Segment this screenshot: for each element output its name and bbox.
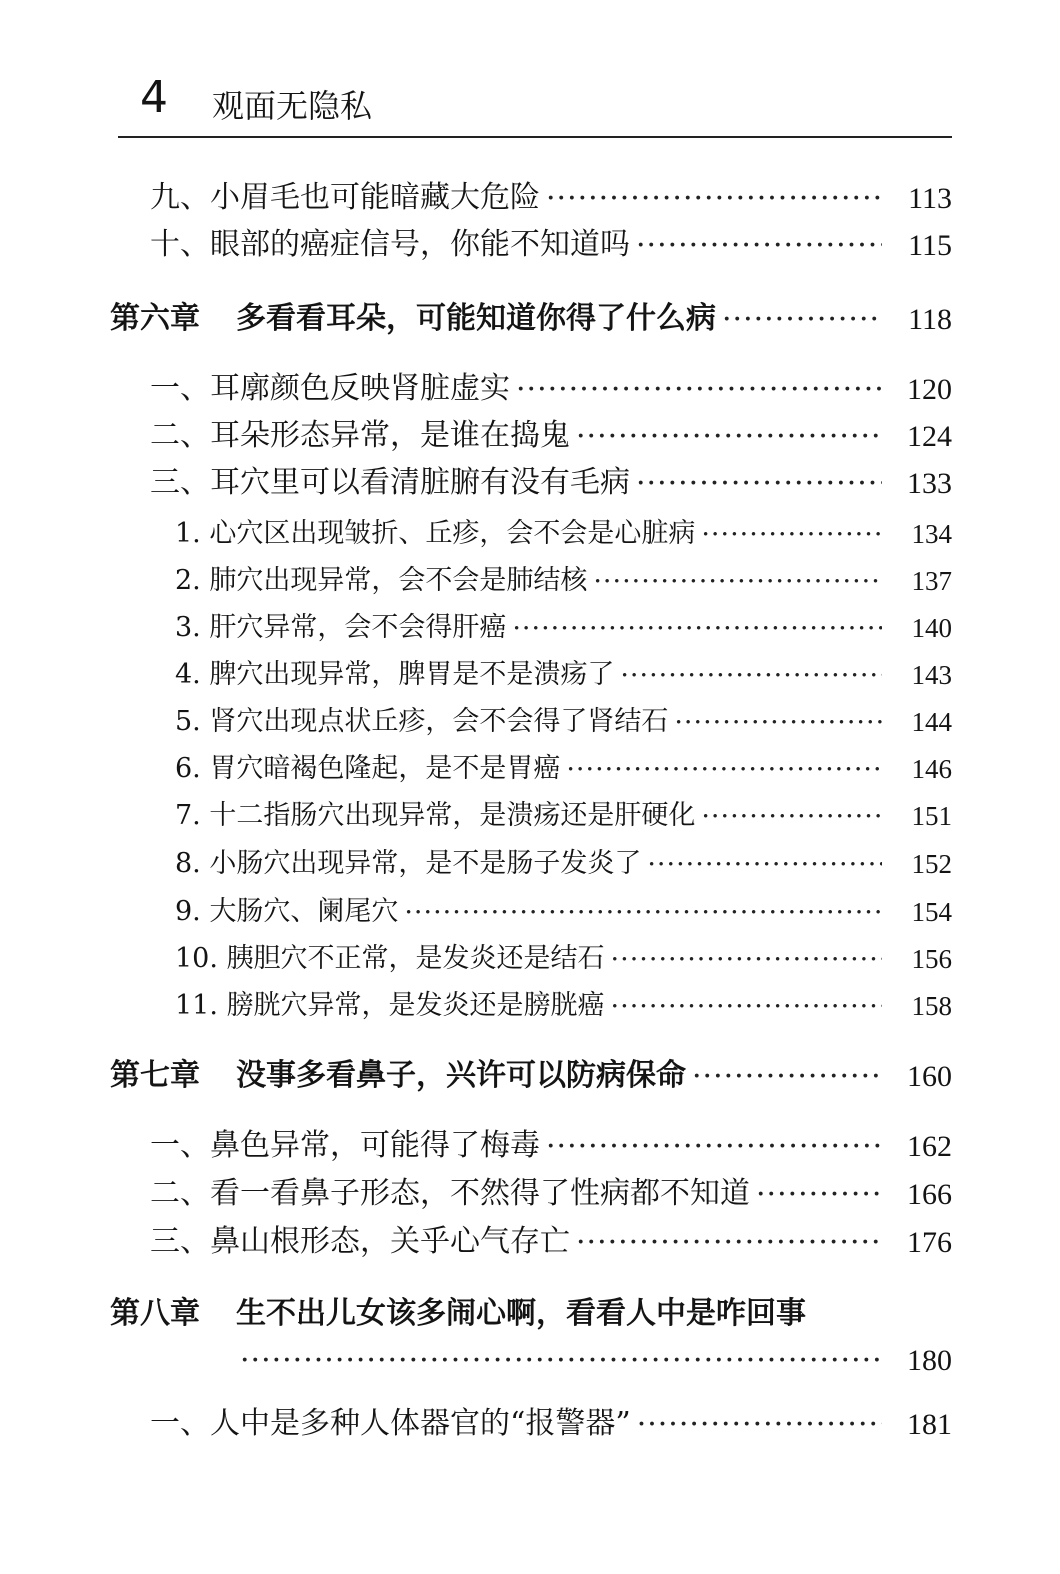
toc-subentry [175,510,952,550]
leader-dots [674,707,882,738]
page-ref: 176 [907,1226,952,1259]
toc-entry [150,223,952,263]
entry-title: 十、眼部的癌症信号，你能不知道吗 [150,227,630,262]
chapter-title: 没事多看鼻子，兴许可以防病保命 [236,1058,686,1093]
toc-entry [150,176,952,216]
page-ref: 151 [911,801,952,831]
leader-dots [516,372,882,407]
page-ref: 146 [911,754,952,784]
leader-dots [566,754,882,785]
entry-title: 3. 肝穴异常，会不会得肝癌 [175,612,507,643]
toc-subentry [175,982,952,1022]
toc-subentry [175,935,952,975]
page-ref: 140 [911,613,952,643]
leader-dots [611,944,882,975]
entry-title: 二、耳朵形态异常，是谁在捣鬼 [150,418,570,453]
entry-title: 一、鼻色异常，可能得了梅毒 [150,1128,540,1163]
leader-dots [512,613,882,644]
toc-subentry [175,651,952,691]
entry-title: 7. 十二指肠穴出现异常，是溃疡还是肝硬化 [175,800,696,831]
chapter-heading [110,1050,686,1094]
toc-entry [150,414,952,454]
leader-dots [593,566,882,597]
toc-subentry [175,745,952,785]
chapter-title: 多看看耳朵，可能知道你得了什么病 [236,301,716,336]
entry-title: 6. 胃穴暗褐色隆起，是不是胃癌 [175,753,561,784]
page-header [0,0,1060,150]
chapter-number: 第六章 [110,301,200,336]
page-ref: 120 [907,373,952,406]
page-ref: 115 [908,229,952,262]
entry-title: 2. 肺穴出现异常，会不会是肺结核 [175,565,588,596]
page-ref: 137 [911,566,952,596]
toc-entry-last [150,1402,952,1442]
leader-dots [701,801,882,832]
chapter-entry [110,1054,952,1094]
chapter-8-title [110,1288,806,1332]
entry-title: 九、小眉毛也可能暗藏大危险 [150,180,540,215]
leader-dots [546,1129,882,1164]
entry-title: 5. 肾穴出现点状丘疹，会不会得了肾结石 [175,706,669,737]
leader-dots [637,1407,882,1442]
leader-dots [404,897,882,928]
entry-title: 9. 大肠穴、阑尾穴 [175,896,399,927]
entry-title: 一、耳廓颜色反映肾脏虚实 [150,371,510,406]
toc-subentry [175,888,952,928]
toc-subentry [175,698,952,738]
leader-dots [692,1059,882,1094]
page-ref: 143 [911,660,952,690]
page-ref: 154 [911,897,952,927]
chapter-entry [110,297,952,337]
chapter-8-page-row [234,1338,952,1378]
page-ref: 152 [911,849,952,879]
toc-subentry [175,604,952,644]
toc-entry [150,1124,952,1164]
page-ref: 124 [907,420,952,453]
page-ref: 134 [911,519,952,549]
leader-dots [240,1343,882,1378]
toc-subentry [175,840,952,880]
page-ref: 156 [911,944,952,974]
entry-title: 10. 胰胆穴不正常，是发炎还是结石 [175,943,605,974]
page-ref: 113 [908,182,952,215]
toc-entry [150,1172,952,1212]
entry-title: 1. 心穴区出现皱折、丘疹，会不会是心脏病 [175,518,696,549]
leader-dots [701,519,882,550]
entry-title: 4. 脾穴出现异常，脾胃是不是溃疡了 [175,659,615,690]
entry-title: 一、人中是多种人体器官的“报警器” [150,1406,631,1441]
chapter-number: 第八章 [110,1296,200,1331]
leader-dots [620,660,882,691]
leader-dots [636,228,882,263]
page-number: 4 [140,72,168,123]
page-ref: 160 [907,1060,952,1093]
chapter-heading [110,293,716,337]
page-ref: 162 [907,1130,952,1163]
page-ref: 133 [907,467,952,500]
page-ref: 158 [911,991,952,1021]
page-ref: 118 [908,303,952,336]
leader-dots [722,302,882,337]
leader-dots [576,419,882,454]
leader-dots [636,466,882,501]
leader-dots [647,849,882,880]
chapter-number: 第七章 [110,1058,200,1093]
entry-title: 三、耳穴里可以看清脏腑有没有毛病 [150,465,630,500]
toc-subentry [175,557,952,597]
entry-title: 二、看一看鼻子形态，不然得了性病都不知道 [150,1176,750,1211]
page-ref: 180 [907,1344,952,1377]
toc-entry [150,367,952,407]
page-ref: 181 [907,1408,952,1441]
book-title: 观面无隐私 [212,87,373,125]
page-ref: 166 [907,1178,952,1211]
toc-entry [150,1220,952,1260]
chapter-title: 生不出儿女该多闹心啊，看看人中是咋回事 [236,1296,806,1331]
leader-dots [546,181,882,216]
toc-subentry [175,792,952,832]
entry-title: 11. 膀胱穴异常，是发炎还是膀胱癌 [175,990,605,1021]
leader-dots [756,1177,882,1212]
page-ref: 144 [911,707,952,737]
toc-entry [150,461,952,501]
header-rule [118,136,952,138]
leader-dots [576,1225,882,1260]
entry-title: 三、鼻山根形态，关乎心气存亡 [150,1224,570,1259]
leader-dots [611,991,882,1022]
entry-title: 8. 小肠穴出现异常，是不是肠子发炎了 [175,848,642,879]
